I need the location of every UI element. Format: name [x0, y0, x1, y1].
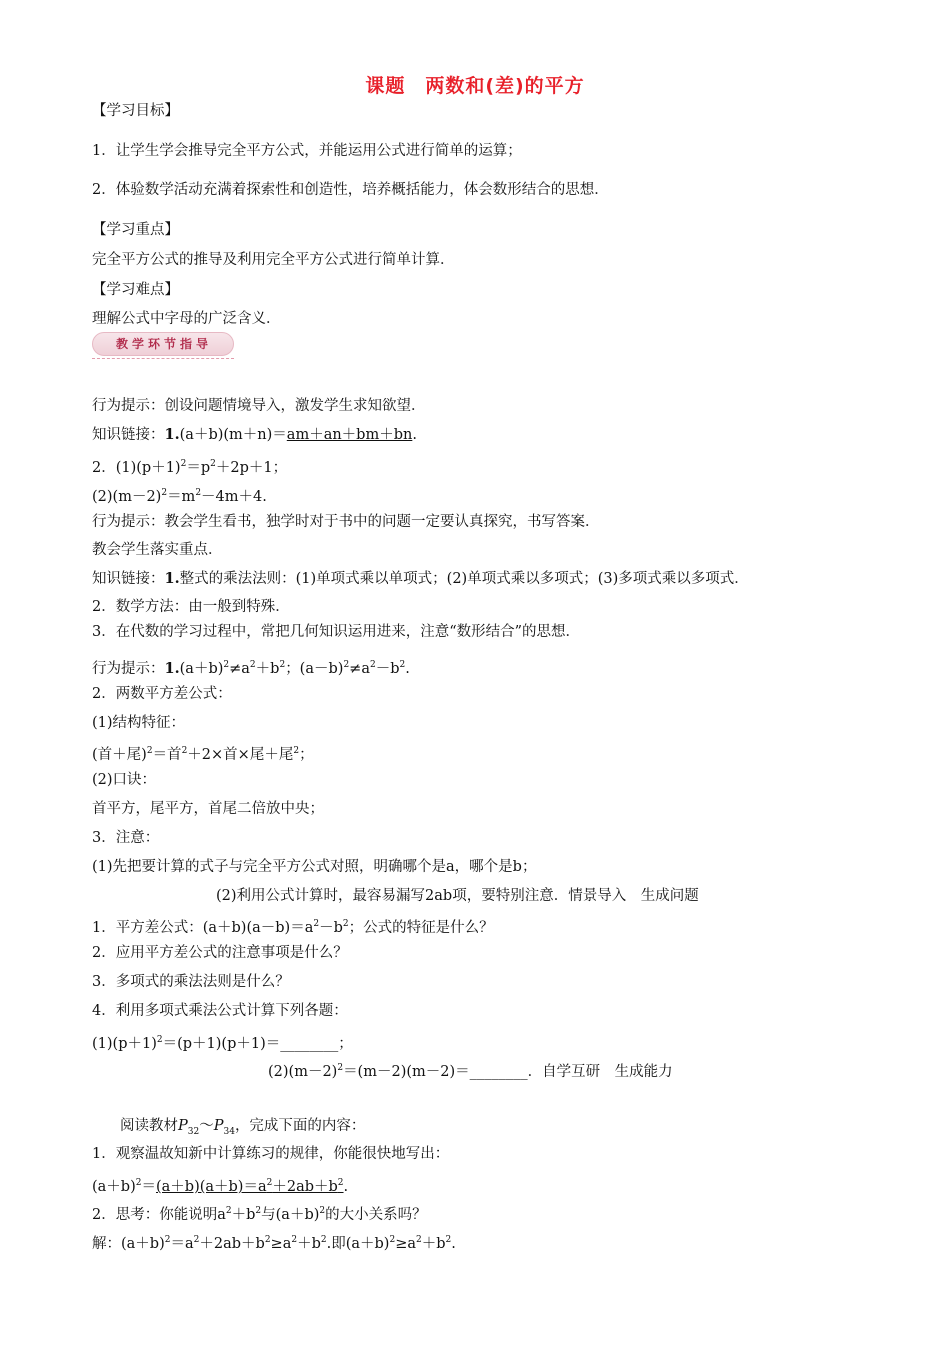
- expr: .: [405, 661, 410, 677]
- expr: ≠a: [229, 661, 250, 677]
- guide-line-9: 3．在代数的学习过程中，常把几何知识运用进来，注意“数形结合”的思想．: [92, 624, 581, 640]
- expr: 1．平方差公式：(a＋b)(a－b)＝a: [92, 920, 314, 936]
- expr: ；(a－b): [285, 661, 344, 677]
- expr: 解：(a＋b): [92, 1236, 165, 1252]
- answer: am＋an＋bm＋bn: [286, 427, 413, 443]
- exponent: 2: [225, 1206, 232, 1216]
- exponent: 2: [195, 488, 202, 498]
- exponent: 2: [319, 1206, 326, 1216]
- question-6: [268, 1058, 673, 1082]
- objective-2: 2．体验数学活动充满着探索性和创造性，培养概括能力，体会数形结合的思想．: [92, 182, 609, 198]
- objectives-header: 【学习目标】: [92, 103, 179, 119]
- guide-line-16: 3．注意：: [92, 830, 160, 846]
- text: 阅读教材: [120, 1118, 178, 1134]
- expr: ≠a: [349, 661, 370, 677]
- expr: －4m＋4.: [201, 489, 267, 505]
- guide-line-3: [92, 454, 287, 478]
- expr: ＋2×首×尾＋尾: [187, 747, 294, 763]
- guide-line-14: (2)口诀：: [92, 772, 157, 788]
- exponent: 2: [161, 488, 168, 498]
- expr: ≥a: [270, 1236, 292, 1252]
- guide-line-6: 教会学生落实重点．: [92, 542, 223, 558]
- expr: ＝(p＋1)(p＋1)＝________；: [162, 1036, 353, 1052]
- expr: ＝: [141, 1179, 156, 1195]
- question-3: 3．多项式的乘法法则是什么？: [92, 974, 290, 990]
- expr: ＋2p＋1；: [215, 460, 288, 476]
- exponent: 2: [146, 746, 153, 756]
- page-letter: P: [213, 1118, 224, 1134]
- page-letter: P: [178, 1118, 188, 1134]
- expression: (a＋b)(m＋n)＝: [179, 427, 287, 443]
- exponent: 2: [369, 660, 376, 670]
- exponent: 2: [399, 660, 406, 670]
- number: 1.: [164, 426, 180, 443]
- expr: ；: [299, 747, 314, 763]
- guide-line-15: 首平方，尾平方，首尾二倍放中央；: [92, 801, 324, 817]
- expr: ＝a: [170, 1236, 194, 1252]
- guide-line-7: [92, 569, 749, 589]
- expr: ＋b: [421, 1236, 446, 1252]
- question-4: 4．利用多项式乘法公式计算下列各题：: [92, 1003, 348, 1019]
- exponent: 2: [180, 459, 187, 469]
- period: .: [412, 427, 417, 443]
- expr: (2)(m－2): [92, 489, 162, 505]
- page-number: 32: [187, 1126, 200, 1137]
- exponent: 2: [293, 746, 300, 756]
- guide-line-18: (2)利用公式计算时，最容易漏写2ab项，要特别注意．情景导入 生成问题: [216, 888, 699, 904]
- reading-line-3: [92, 1173, 348, 1197]
- key-point-text: 完全平方公式的推导及利用完全平方公式进行简单计算．: [92, 252, 455, 268]
- label: 行为提示：: [92, 661, 165, 677]
- exponent: 2: [266, 1178, 273, 1188]
- reading-line-4: [92, 1201, 427, 1225]
- exponent: 2: [343, 660, 350, 670]
- exponent: 2: [389, 1235, 396, 1245]
- exponent: 2: [291, 1235, 298, 1245]
- expr: .即(a＋b): [326, 1236, 390, 1252]
- number: 1.: [164, 660, 180, 677]
- teaching-guide-badge: [92, 332, 234, 356]
- text: 整式的乘法法则：(1)单项式乘以单项式；(2)单项式乘以多项式；(3)多项式乘以多项式．: [179, 571, 749, 587]
- guide-line-5: 行为提示：教会学生看书，独学时对于书中的问题一定要认真探究，书写答案．: [92, 514, 600, 530]
- difficulty-text: 理解公式中字母的广泛含义．: [92, 311, 281, 327]
- expr: ＋2ab＋b: [272, 1179, 338, 1195]
- exponent: 2: [320, 1235, 327, 1245]
- question-2: 2．应用平方差公式的注意事项是什么？: [92, 945, 348, 961]
- question-1: [92, 914, 494, 938]
- expr: 的大小关系吗？: [325, 1207, 427, 1223]
- guide-line-1: 行为提示：创设问题情境导入，激发学生求知欲望．: [92, 398, 426, 414]
- exponent: 2: [279, 660, 286, 670]
- exponent: 2: [264, 1235, 271, 1245]
- expr: 2．(1)(p＋1): [92, 460, 181, 476]
- question-5: [92, 1030, 353, 1054]
- guide-line-10: [92, 655, 410, 679]
- number: 1.: [164, 570, 180, 587]
- expr: ＝首: [152, 747, 182, 763]
- expr: (首＋尾): [92, 747, 147, 763]
- badge-label: 教学环节指导: [115, 337, 212, 351]
- guide-line-8: 2．数学方法：由一般到特殊．: [92, 599, 290, 615]
- guide-line-12: (1)结构特征：: [92, 715, 186, 731]
- exponent: 2: [337, 1178, 344, 1188]
- page-number: 34: [223, 1126, 235, 1137]
- expr: (2)(m－2): [268, 1064, 338, 1080]
- guide-line-4: [92, 483, 267, 507]
- badge-underline: [92, 358, 234, 359]
- expr: ＋b: [231, 1207, 256, 1223]
- expr: ＝p: [186, 460, 211, 476]
- exponent: 2: [181, 746, 188, 756]
- expr: (a＋b)(a＋b)＝a: [155, 1179, 267, 1195]
- expr: －b: [319, 920, 343, 936]
- exponent: 2: [416, 1235, 422, 1245]
- expr: ＝(m－2)(m－2)＝________．自学互研 生成能力: [343, 1064, 673, 1080]
- label: 知识链接：: [92, 571, 165, 587]
- exponent: 2: [193, 1235, 200, 1245]
- exponent: 2: [223, 660, 230, 670]
- exponent: 2: [164, 1235, 171, 1245]
- exponent: 2: [249, 660, 256, 670]
- expr: ＋2ab＋b: [199, 1236, 265, 1252]
- expr: .: [451, 1236, 456, 1252]
- exponent: 2: [342, 919, 349, 929]
- difficulty-header: 【学习难点】: [92, 282, 179, 298]
- expr: －b: [375, 661, 400, 677]
- expr: ＋b: [255, 661, 280, 677]
- period: .: [343, 1179, 349, 1195]
- label: 知识链接：: [92, 427, 165, 443]
- expr: (1)(p＋1): [92, 1036, 157, 1052]
- reading-line-1: [120, 1116, 365, 1142]
- text: ～: [199, 1118, 214, 1134]
- reading-line-2: 1．观察温故知新中计算练习的规律，你能很快地写出：: [92, 1146, 450, 1162]
- expr: (a＋b): [92, 1179, 136, 1195]
- guide-line-11: 2．两数平方差公式：: [92, 686, 232, 702]
- expr: 与(a＋b): [261, 1207, 320, 1223]
- exponent: 2: [337, 1063, 344, 1073]
- exponent: 2: [445, 1235, 452, 1245]
- exponent: 2: [135, 1178, 142, 1188]
- exponent: 2: [313, 919, 320, 929]
- expr: (a＋b): [179, 661, 224, 677]
- guide-line-2: [92, 425, 417, 445]
- key-point-header: 【学习重点】: [92, 222, 179, 238]
- guide-line-13: [92, 741, 314, 765]
- expr: ＝m: [167, 489, 196, 505]
- page-title: 课题 两数和(差)的平方: [365, 75, 585, 97]
- expr: 2．思考：你能说明a: [92, 1207, 226, 1223]
- exponent: 2: [255, 1206, 262, 1216]
- expr: ≥a: [395, 1236, 416, 1252]
- expr: ＋b: [297, 1236, 321, 1252]
- expr: ；公式的特征是什么？: [348, 920, 494, 936]
- reading-line-5: [92, 1230, 456, 1254]
- answer: [156, 1179, 344, 1195]
- guide-line-17: (1)先把要计算的式子与完全平方公式对照，明确哪个是a，哪个是b；: [92, 859, 537, 875]
- exponent: 2: [156, 1035, 163, 1045]
- text: ，完成下面的内容：: [234, 1118, 366, 1134]
- objective-1: 1．让学生学会推导完全平方公式，并能运用公式进行简单的运算；: [92, 143, 522, 159]
- exponent: 2: [210, 459, 216, 469]
